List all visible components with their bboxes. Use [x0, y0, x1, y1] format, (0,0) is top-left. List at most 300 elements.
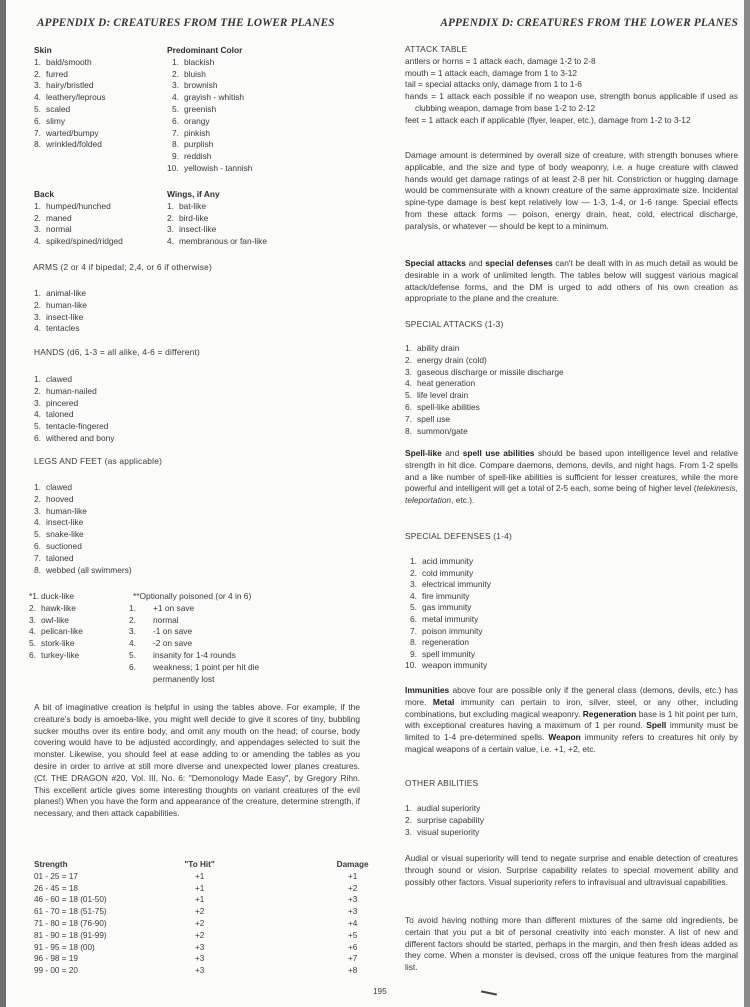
damage-cell: +2 — [347, 883, 358, 893]
item-text: duck-like — [41, 591, 75, 601]
list-item — [405, 426, 564, 438]
page-number: 195 — [373, 987, 387, 996]
back-table — [34, 189, 123, 248]
damage-cell: +8 — [347, 966, 358, 976]
item-number: 8. — [34, 564, 41, 575]
list-item — [405, 660, 491, 672]
item-number: 5. — [34, 529, 41, 540]
table-row — [34, 894, 413, 906]
list-item — [34, 494, 132, 506]
damage-cell: +1 — [347, 871, 358, 881]
list-item — [405, 637, 491, 649]
list-item — [34, 80, 106, 92]
text-run: Audial or visual superiority will tend to negate surprise and enable detection of creatures through sound or vision. Surprise capability relates to special movement ability and possibly other factors. Visual superiority refers to infravisual and ultravisual capabilities. — [405, 853, 738, 887]
item-text: normal — [46, 224, 72, 235]
damage-cell: +4 — [347, 918, 358, 928]
item-text: visual superiority — [417, 826, 480, 837]
item-number: 10. — [167, 162, 179, 173]
list-item — [34, 300, 87, 312]
pen-mark — [481, 990, 497, 995]
item-text: furred — [46, 68, 68, 79]
item-number: 6. — [410, 613, 417, 624]
item-number: 5. — [410, 602, 417, 613]
item-text: insect-like — [46, 311, 84, 322]
item-number: 2. — [34, 493, 41, 504]
special-defenses-list — [405, 556, 491, 672]
list-item — [34, 529, 132, 541]
item-text: humped/hunched — [46, 200, 111, 211]
item-number: 6. — [34, 432, 41, 443]
attack-line: tail = special attacks only, damage from 1 to 1-6 — [405, 79, 582, 90]
text-run: To avoid having nothing more than different mixtures of the same old ingredients, be certain that you put a bit of personal creativity into each monster. A list of new and different factors should be started, perhaps in the margin, and then fresh ideas added as they come. When a monster is devised, cross off the unique features from the marginal list. — [405, 915, 738, 973]
item-number: 1. — [34, 56, 41, 67]
hands-list — [34, 374, 114, 445]
strength-cell: 96 - 98 = 19 — [34, 954, 78, 964]
bold-term: Regeneration — [582, 708, 637, 719]
item-text: spell-like abilities — [417, 401, 480, 412]
item-number: 3. — [167, 224, 174, 235]
item-number: 2. — [167, 212, 174, 223]
item-text: -2 on save — [153, 638, 193, 649]
list-item — [34, 104, 106, 116]
imaginative-creation-paragraph — [34, 702, 360, 820]
attack-line: antlers or horns = 1 attack each, damage 1-2 to 2-8 — [405, 55, 596, 66]
to-hit-cell: +2 — [194, 918, 205, 928]
item-text: purplish — [184, 139, 214, 150]
list-item — [405, 343, 564, 355]
color-list — [167, 57, 252, 175]
item-text: pincered — [46, 397, 79, 408]
back-heading: Back — [34, 189, 55, 199]
bold-term: Spell-like — [405, 448, 442, 458]
list-item — [34, 312, 87, 324]
text-run: can't be dealt with in as much detail as would be desirable in a work of unlimited length. The tables below will suggest various magical attack/defense forms, and the DM is urged to add others of his own creation as appropriate to the plane and the creature. — [405, 258, 738, 304]
item-text: membranous or fan-like — [179, 236, 267, 247]
item-number: 6. — [29, 649, 36, 660]
strength-cell: 26 - 45 = 18 — [34, 883, 78, 893]
to-hit-cell: +1 — [194, 895, 205, 905]
item-text: pinkish — [184, 127, 211, 138]
item-text: insect-like — [179, 224, 217, 235]
damage-paragraph — [405, 150, 738, 233]
item-number: 4. — [34, 323, 41, 334]
skin-heading: Skin — [34, 45, 52, 55]
list-item — [34, 433, 114, 445]
text-run: and — [441, 448, 463, 458]
item-number: 2. — [34, 385, 41, 396]
attack-line: hands = 1 attack each possible if no weapon use, strength bonus applicable if used as clubbing weapon, damage from base 1-2 to 2-12 — [405, 91, 738, 113]
item-text: bald/smooth — [46, 56, 92, 67]
list-item — [167, 57, 252, 69]
list-item — [34, 482, 132, 494]
immunities-paragraph — [405, 685, 738, 756]
item-text: pelican-like — [41, 626, 83, 637]
to-hit-cell: +3 — [194, 954, 205, 964]
list-item — [129, 614, 293, 627]
skin-table — [34, 45, 106, 151]
legs-list — [34, 482, 132, 576]
other-abilities-list — [405, 803, 484, 838]
bold-term: spell use abilities — [462, 448, 535, 458]
item-text: orangy — [184, 115, 210, 126]
item-number: 7. — [34, 127, 41, 138]
item-number: 5. — [172, 103, 179, 114]
item-text: greenish — [184, 103, 217, 114]
list-item — [34, 236, 123, 248]
list-item — [167, 163, 252, 175]
list-item — [34, 57, 106, 69]
list-item — [167, 80, 252, 92]
color-table — [167, 45, 252, 175]
list-item — [34, 288, 87, 300]
item-text: grayish - whitish — [184, 92, 245, 103]
item-number: 4. — [34, 236, 41, 247]
item-number: 4. — [34, 517, 41, 528]
list-item — [167, 104, 252, 116]
item-number: 3. — [405, 826, 412, 837]
attack-table-heading: ATTACK TABLE — [405, 44, 468, 54]
special-attacks-list — [405, 343, 564, 437]
damage-cell: +6 — [347, 942, 358, 952]
item-text: gas immunity — [422, 602, 472, 613]
list-item — [29, 615, 83, 627]
special-attacks-defenses-paragraph — [405, 258, 738, 305]
list-item — [29, 650, 83, 662]
item-number: 7. — [410, 625, 417, 636]
item-text: tentacles — [46, 323, 80, 334]
item-number: 9. — [410, 648, 417, 659]
col-to-hit: "To Hit" — [184, 860, 215, 869]
list-item — [405, 556, 491, 568]
item-number: 1. — [129, 602, 136, 613]
list-item — [167, 236, 267, 248]
wings-heading: Wings, if Any — [167, 189, 220, 199]
item-number: 2. — [129, 614, 136, 625]
item-number: 8. — [172, 139, 179, 150]
list-item — [129, 649, 293, 662]
list-item — [34, 506, 132, 518]
attack-line: mouth = 1 attack each, damage from 1 to 3-12 — [405, 67, 578, 78]
item-number: 4. — [410, 590, 417, 601]
list-item — [34, 323, 87, 335]
item-number: 4. — [405, 378, 412, 389]
item-number: 8. — [34, 139, 41, 150]
item-text: spell use — [417, 413, 451, 424]
strength-cell: 01 - 25 = 17 — [34, 871, 78, 881]
attack-table — [405, 44, 738, 127]
item-number: 1. — [405, 343, 412, 353]
item-number: *1. — [29, 591, 40, 601]
arms-list — [34, 288, 87, 335]
item-text: animal-like — [46, 288, 87, 298]
item-number: 4. — [172, 92, 179, 103]
item-text: summon/gate — [417, 425, 468, 436]
strength-table — [34, 859, 413, 977]
list-item — [34, 213, 123, 225]
strength-cell: 71 - 80 = 18 (76-90) — [34, 918, 107, 928]
to-hit-cell: +1 — [194, 883, 205, 893]
item-number: 3. — [34, 80, 41, 91]
item-text: hairy/bristled — [46, 80, 94, 91]
text-run: immunity refers to creatures hit only by magical weapons of a certain value, i.e. +1, +2, etc. — [405, 732, 738, 754]
item-number: 4. — [167, 236, 174, 247]
item-number: 2. — [405, 814, 412, 825]
item-number: 5. — [129, 649, 136, 660]
text-run: should be based upon intelligence level and relative strength in hit dice. Compare daemons, demons, devils, and night hags. From 1-2 spells and a like number of spell-like abilities is sufficient for lesser creatures, while the more powerful and intelligent will get a total of 2-5 each, some being of higher level ( — [405, 448, 738, 494]
list-item — [405, 602, 491, 614]
text-run: base is 1 hit point per turn, with exceptional creatures having a maximum of 1 per round. — [405, 708, 738, 731]
item-text: bluish — [184, 68, 206, 79]
bold-term: Spell — [646, 720, 667, 731]
item-text: audial superiority — [417, 803, 481, 813]
item-number: 4. — [29, 626, 36, 637]
item-number: 4. — [34, 409, 41, 420]
table-row — [34, 906, 413, 918]
list-item — [34, 116, 106, 128]
list-item — [34, 553, 132, 565]
item-number: 1. — [34, 288, 41, 298]
arms-heading: ARMS (2 or 4 if bipedal; 2,4, or 6 if otherwise) — [33, 262, 213, 272]
item-number: 3. — [405, 366, 412, 377]
text-run: immunity can pertain to iron, silver, steel, or any other, including combinations, but excluding magical weaponry. — [405, 696, 738, 719]
item-text: turkey-like — [41, 649, 80, 660]
item-number: 2. — [172, 68, 179, 79]
item-text: metal immunity — [422, 613, 479, 624]
poison-heading: **Optionally poisoned (or 4 in 6) — [133, 591, 252, 601]
item-text: reddish — [184, 151, 212, 162]
text-run: A bit of imaginative creation is helpful in using the tables above. For example, if the creature's body is amoeba-like, you might well decide to give it scores of tiny, bubbling sucker mouths over its entire body, and omit any mouth on the head; of course, body covering would have to be adjusted accordingly, and appendages selected to suit the monster. Likewise, you should feel at ease adding to or amending the tables as you desire in order to arrive at still more diverse and unexpected lower planes creatures. (Cf. THE DRAGON #20, Vol. III, No. 6: "Demonology Made Easy", by Gregory Rihn. This excellent article gives some interesting thoughts on variant creatures of the evil planes!) When you have the form and appearance of the creature, determine strength, if necessary, and then attack capabilities. — [34, 702, 360, 819]
item-number: 7. — [34, 552, 41, 563]
item-number: 1. — [34, 482, 41, 492]
item-number: 3. — [172, 80, 179, 91]
item-number: 3. — [34, 397, 41, 408]
bold-term: Special attacks — [405, 258, 466, 268]
item-text: electrical immunity — [422, 579, 491, 590]
item-text: gaseous discharge or missile discharge — [417, 366, 564, 377]
item-text: webbed (all swimmers) — [46, 564, 132, 575]
poison-list — [129, 602, 293, 686]
item-text: regeneration — [422, 637, 470, 648]
item-text: wrinkled/folded — [46, 139, 102, 150]
item-number: 9. — [172, 151, 179, 162]
col-strength: Strength — [34, 860, 68, 869]
text-run: telekinesis, teleportation — [405, 483, 738, 506]
item-number: 6. — [405, 401, 412, 412]
list-item — [34, 69, 106, 81]
bold-term: Immunities — [405, 685, 450, 695]
other-abilities-heading: OTHER ABILITIES — [405, 778, 479, 788]
text-run: and — [465, 258, 486, 268]
superiority-paragraph — [405, 853, 738, 888]
list-item — [34, 517, 132, 529]
strength-cell: 46 - 60 = 18 (01-50) — [34, 895, 107, 905]
table-row — [34, 918, 413, 930]
attack-table-lines — [405, 56, 738, 127]
table-row — [34, 953, 413, 965]
item-text: bat-like — [179, 200, 206, 211]
list-item — [405, 390, 564, 402]
list-item — [34, 224, 123, 236]
list-item — [34, 92, 106, 104]
item-number: 2. — [34, 299, 41, 310]
list-item — [405, 402, 564, 414]
item-number: 6. — [129, 661, 136, 672]
list-item — [405, 803, 484, 815]
item-text: weapon immunity — [422, 660, 488, 671]
strength-table-header — [34, 859, 413, 871]
item-number: 1. — [34, 374, 41, 384]
item-number: 5. — [34, 421, 41, 432]
text-run: above four are possible only if the general class (demons, devils, etc.) has more. — [405, 685, 738, 707]
item-text: clawed — [46, 482, 73, 492]
item-text: normal — [153, 614, 179, 625]
text-run: , etc.). — [451, 495, 475, 506]
hands-heading: HANDS (d6, 1-3 = all alike, 4-6 = different) — [34, 347, 200, 357]
item-number: 3. — [29, 614, 36, 625]
item-text: maned — [46, 212, 72, 223]
list-item — [405, 378, 564, 390]
item-text: heat generation — [417, 378, 476, 389]
item-number: 6. — [172, 115, 179, 126]
item-number: 1. — [172, 56, 179, 67]
table-row — [34, 883, 413, 895]
table-row — [34, 871, 413, 883]
list-item — [34, 139, 106, 151]
item-number: 1. — [405, 803, 412, 813]
item-text: hawk-like — [41, 602, 76, 613]
item-number: 6. — [34, 540, 41, 551]
item-number: 2. — [29, 602, 36, 613]
list-item — [405, 414, 564, 426]
item-text: fire immunity — [422, 590, 470, 601]
attack-line: feet = 1 attack each if applicable (flyer, leaper, etc.), damage from 1-2 to 3-12 — [405, 114, 691, 125]
bold-term: special defenses — [485, 258, 553, 268]
list-item — [405, 367, 564, 379]
item-number: 6. — [34, 115, 41, 126]
scan-edge-left — [0, 0, 6, 1007]
to-hit-cell: +1 — [194, 871, 205, 881]
item-number: 2. — [34, 212, 41, 223]
wings-table — [167, 189, 267, 248]
list-item — [129, 661, 293, 686]
item-text: clawed — [46, 374, 73, 384]
item-number: 3. — [129, 626, 136, 637]
list-item — [34, 374, 114, 386]
strength-cell: 81 - 90 = 18 (91-99) — [34, 930, 107, 940]
item-number: 8. — [410, 637, 417, 648]
item-text: withered and bony — [46, 432, 115, 443]
item-text: spiked/spined/ridged — [46, 236, 123, 247]
item-text: yellowish - tannish — [184, 162, 253, 173]
list-item — [167, 213, 267, 225]
item-text: human-nailed — [46, 385, 97, 396]
special-attacks-heading: SPECIAL ATTACKS (1-3) — [405, 319, 504, 329]
item-text: life level drain — [417, 390, 469, 401]
item-number: 8. — [405, 425, 412, 436]
list-item — [129, 602, 293, 615]
item-number: 3. — [34, 311, 41, 322]
list-item — [34, 565, 132, 577]
list-item — [167, 116, 252, 128]
item-number: 5. — [29, 638, 36, 649]
list-item — [129, 638, 293, 650]
to-hit-cell: +3 — [194, 942, 205, 952]
damage-cell: +3 — [347, 907, 358, 917]
item-number: 3. — [34, 505, 41, 516]
list-item — [167, 139, 252, 151]
list-item — [34, 421, 114, 433]
item-text: blackish — [184, 56, 215, 67]
item-number: 4. — [34, 92, 41, 103]
item-text: poison immunity — [422, 625, 483, 636]
list-item — [167, 92, 252, 104]
item-number: 2. — [34, 68, 41, 79]
damage-cell: +3 — [347, 895, 358, 905]
table-row — [34, 930, 413, 942]
to-hit-cell: +2 — [194, 907, 205, 917]
back-list — [34, 201, 123, 248]
list-item — [34, 128, 106, 140]
list-item — [129, 626, 293, 638]
item-text: stork-like — [41, 638, 75, 649]
item-text: snake-like — [46, 529, 84, 540]
strength-cell: 61 - 70 = 18 (51-75) — [34, 907, 107, 917]
damage-cell: +7 — [347, 954, 358, 964]
item-number: 1. — [410, 556, 417, 566]
list-item — [405, 815, 484, 827]
bold-term: Metal — [432, 696, 455, 707]
item-text: taloned — [46, 409, 74, 420]
item-text: human-like — [46, 299, 87, 310]
item-number: 3. — [34, 224, 41, 235]
item-number: 10. — [405, 660, 417, 671]
list-item — [34, 409, 114, 421]
item-text: spell immunity — [422, 648, 476, 659]
list-item — [405, 614, 491, 626]
item-text: brownish — [184, 80, 218, 91]
list-item — [167, 201, 267, 213]
item-number: 5. — [34, 103, 41, 114]
to-hit-cell: +2 — [194, 930, 205, 940]
item-text: cold immunity — [422, 567, 474, 578]
list-item — [405, 568, 491, 580]
item-text: taloned — [46, 552, 74, 563]
running-header-left: APPENDIX D: CREATURES FROM THE LOWER PLANES — [37, 17, 335, 29]
table-row — [34, 965, 413, 977]
list-item — [29, 603, 83, 615]
text-run: Damage amount is determined by overall size of creature, with strength bonuses where applicable, and the size and type of body weaponry, i.e. a huge creature with clawed hands would get damage ratings of at least 2-8 per hit. Constriction or hugging damage would be commensurate with a known creature of the same approximate size. Incidental spine-type damage is best kept relatively low — 1-3, 1-4, or 1-6 range. Special effects from these attack forms — poison, energy drain, heat, cold, electrical discharge, paralysis, or whatever — should be kept to a minimum. — [405, 150, 738, 231]
item-text: +1 on save — [153, 602, 195, 613]
list-item — [34, 541, 132, 553]
item-text: slimy — [46, 115, 66, 126]
item-text: insanity for 1-4 rounds — [153, 649, 236, 660]
item-number: 2. — [410, 567, 417, 578]
wings-list — [167, 201, 267, 248]
damage-cell: +5 — [347, 930, 358, 940]
item-number: 1. — [34, 200, 41, 211]
item-number: 5. — [405, 390, 412, 401]
list-item — [29, 626, 83, 638]
creativity-paragraph — [405, 915, 738, 974]
item-text: hooved — [46, 493, 74, 504]
poison-footnote — [129, 591, 293, 685]
item-text: scaled — [46, 103, 71, 114]
item-number: 2. — [405, 354, 412, 365]
table-row — [34, 942, 413, 954]
item-text: -1 on save — [153, 626, 193, 637]
item-text: leathery/leprous — [46, 92, 106, 103]
item-text: tentacle-fingered — [46, 421, 109, 432]
